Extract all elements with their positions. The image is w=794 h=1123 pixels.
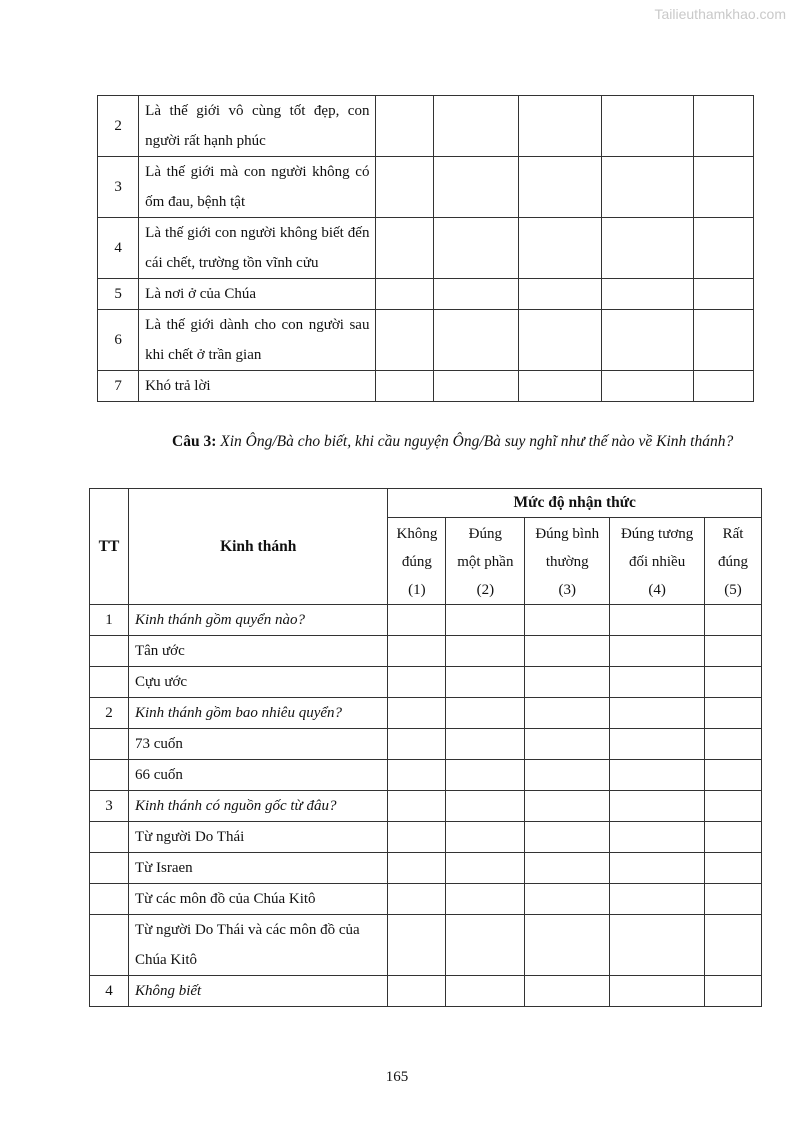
answer-cell[interactable] [694,310,754,371]
row-number [90,729,129,760]
option-line: Đúng [468,526,503,542]
answer-cell[interactable] [446,791,525,822]
answer-cell[interactable] [610,822,705,853]
survey-table-heaven [97,95,754,402]
row-number [90,760,129,791]
option-header [705,518,762,605]
option-header [446,518,525,605]
header-tt: TT [90,489,129,605]
answer-cell[interactable] [525,853,610,884]
row-option: 73 cuốn [128,729,388,760]
row-number: 4 [90,976,129,1007]
row-number [90,636,129,667]
option-line: một phần [457,554,514,570]
answer-cell[interactable] [610,915,705,976]
answer-cell[interactable] [388,822,446,853]
table-row [98,310,754,371]
option-line: Rất [722,526,744,542]
answer-cell[interactable] [518,371,601,402]
answer-cell[interactable] [376,279,434,310]
header-level: Mức độ nhận thức [388,489,762,518]
row-number [90,853,129,884]
table-row [90,667,762,698]
row-statement: Là thế giới vô cùng tốt đẹp, con người rất hạnh phúc [139,96,376,157]
answer-cell[interactable] [694,96,754,157]
question-text: Xin Ông/Bà cho biết, khi cầu nguyện Ông/Bà suy nghĩ như thế nào về Kinh thánh? [216,433,734,450]
answer-cell[interactable] [446,605,525,636]
page-number: 165 [385,1069,409,1085]
answer-cell[interactable] [388,729,446,760]
answer-cell[interactable] [446,667,525,698]
answer-cell[interactable] [518,96,601,157]
answer-cell[interactable] [525,605,610,636]
table-row [90,853,762,884]
table-row [90,915,762,976]
row-statement: Là thế giới mà con người không có ốm đau, bệnh tật [139,157,376,218]
table-row [90,884,762,915]
question-label: Câu 3: [172,433,217,450]
answer-cell[interactable] [694,157,754,218]
answer-cell[interactable] [518,310,601,371]
answer-cell[interactable] [434,157,519,218]
answer-cell[interactable] [388,915,446,976]
answer-cell[interactable] [518,279,601,310]
answer-cell[interactable] [610,605,705,636]
answer-cell[interactable] [376,371,434,402]
answer-cell[interactable] [446,853,525,884]
answer-cell[interactable] [705,884,762,915]
answer-cell[interactable] [610,853,705,884]
option-code: (3) [558,582,576,598]
answer-cell[interactable] [705,976,762,1007]
answer-cell[interactable] [705,698,762,729]
answer-cell[interactable] [446,698,525,729]
answer-cell[interactable] [601,157,694,218]
survey-table-bible [89,488,762,1007]
answer-cell[interactable] [376,96,434,157]
answer-cell[interactable] [388,791,446,822]
row-option: Từ người Do Thái [128,822,388,853]
row-number: 1 [90,605,129,636]
answer-cell[interactable] [434,218,519,279]
answer-cell[interactable] [525,760,610,791]
answer-cell[interactable] [388,698,446,729]
answer-cell[interactable] [525,884,610,915]
row-number: 3 [90,791,129,822]
option-line: thường [545,554,589,570]
row-question: Kinh thánh gồm quyển nào? [128,605,388,636]
row-option: Cựu ước [128,667,388,698]
header-item: Kinh thánh [128,489,388,605]
answer-cell[interactable] [610,791,705,822]
answer-cell[interactable] [518,218,601,279]
row-option: Tân ước [128,636,388,667]
answer-cell[interactable] [694,218,754,279]
answer-cell[interactable] [705,915,762,976]
answer-cell[interactable] [525,915,610,976]
answer-cell[interactable] [525,667,610,698]
answer-cell[interactable] [388,605,446,636]
option-code: (1) [408,582,426,598]
answer-cell[interactable] [518,157,601,218]
answer-cell[interactable] [388,760,446,791]
row-number: 2 [98,96,139,157]
table-row [90,605,762,636]
watermark: Tailieuthamkhao.com [654,6,786,22]
option-code: (2) [476,582,495,598]
table-row [90,822,762,853]
row-option: 66 cuốn [128,760,388,791]
answer-cell[interactable] [610,667,705,698]
row-number [90,822,129,853]
row-question: Kinh thánh có nguồn gốc từ đâu? [128,791,388,822]
option-line: đúng [401,554,432,570]
table-row [90,791,762,822]
option-code: (4) [648,582,666,598]
answer-cell[interactable] [705,729,762,760]
row-number [90,667,129,698]
answer-cell[interactable] [705,853,762,884]
question-3 [130,428,756,456]
table-row [90,760,762,791]
option-line: Đúng bình [535,526,600,542]
answer-cell[interactable] [610,729,705,760]
answer-cell[interactable] [388,853,446,884]
answer-cell[interactable] [388,976,446,1007]
answer-cell[interactable] [694,279,754,310]
option-header [388,518,446,605]
answer-cell[interactable] [705,605,762,636]
answer-cell[interactable] [525,822,610,853]
answer-cell[interactable] [434,371,519,402]
answer-cell[interactable] [388,636,446,667]
row-statement: Là thế giới dành cho con người sau khi chết ở trần gian [139,310,376,371]
row-number: 5 [98,279,139,310]
option-header [610,518,705,605]
answer-cell[interactable] [525,698,610,729]
answer-cell[interactable] [610,698,705,729]
table-row [98,371,754,402]
row-statement: Khó trả lời [139,371,376,402]
answer-cell[interactable] [705,822,762,853]
answer-cell[interactable] [610,976,705,1007]
answer-cell[interactable] [610,760,705,791]
option-line: đối nhiều [628,554,686,570]
row-number: 7 [98,371,139,402]
option-line: Không [396,526,438,542]
answer-cell[interactable] [434,96,519,157]
answer-cell[interactable] [601,371,694,402]
answer-cell[interactable] [705,760,762,791]
answer-cell[interactable] [388,884,446,915]
answer-cell[interactable] [376,157,434,218]
table-row [90,976,762,1007]
answer-cell[interactable] [694,371,754,402]
table-row [90,729,762,760]
table-row [98,157,754,218]
answer-cell[interactable] [434,310,519,371]
answer-cell[interactable] [525,729,610,760]
row-number [90,884,129,915]
answer-cell[interactable] [376,310,434,371]
answer-cell[interactable] [446,636,525,667]
answer-cell[interactable] [446,884,525,915]
row-option: Từ các môn đồ của Chúa Kitô [128,884,388,915]
answer-cell[interactable] [705,791,762,822]
table-row [98,218,754,279]
answer-cell[interactable] [525,976,610,1007]
row-option: Từ Israen [128,853,388,884]
answer-cell[interactable] [388,667,446,698]
row-number: 3 [98,157,139,218]
answer-cell[interactable] [601,218,694,279]
table-row [98,96,754,157]
table-row [90,698,762,729]
answer-cell[interactable] [705,636,762,667]
row-option: Từ người Do Thái và các môn đồ của Chúa Kitô [128,915,388,976]
row-number: 6 [98,310,139,371]
answer-cell[interactable] [525,636,610,667]
answer-cell[interactable] [376,218,434,279]
row-statement: Là thế giới con người không biết đến cái chết, trường tồn vĩnh cửu [139,218,376,279]
option-code: (5) [724,582,742,598]
table-row [90,636,762,667]
answer-cell[interactable] [434,279,519,310]
answer-cell[interactable] [705,667,762,698]
option-header [525,518,610,605]
answer-cell[interactable] [610,636,705,667]
row-number: 2 [90,698,129,729]
answer-cell[interactable] [610,884,705,915]
answer-cell[interactable] [601,96,694,157]
answer-cell[interactable] [446,822,525,853]
answer-cell[interactable] [446,729,525,760]
answer-cell[interactable] [446,760,525,791]
table-row [98,279,754,310]
answer-cell[interactable] [601,279,694,310]
option-line: đúng [718,554,748,570]
option-line: Đúng tương [620,526,694,542]
row-statement: Là nơi ở của Chúa [139,279,376,310]
row-question: Kinh thánh gồm bao nhiêu quyển? [128,698,388,729]
answer-cell[interactable] [525,791,610,822]
row-option: Không biết [128,976,388,1007]
row-number [90,915,129,976]
answer-cell[interactable] [446,976,525,1007]
answer-cell[interactable] [601,310,694,371]
row-number: 4 [98,218,139,279]
answer-cell[interactable] [446,915,525,976]
